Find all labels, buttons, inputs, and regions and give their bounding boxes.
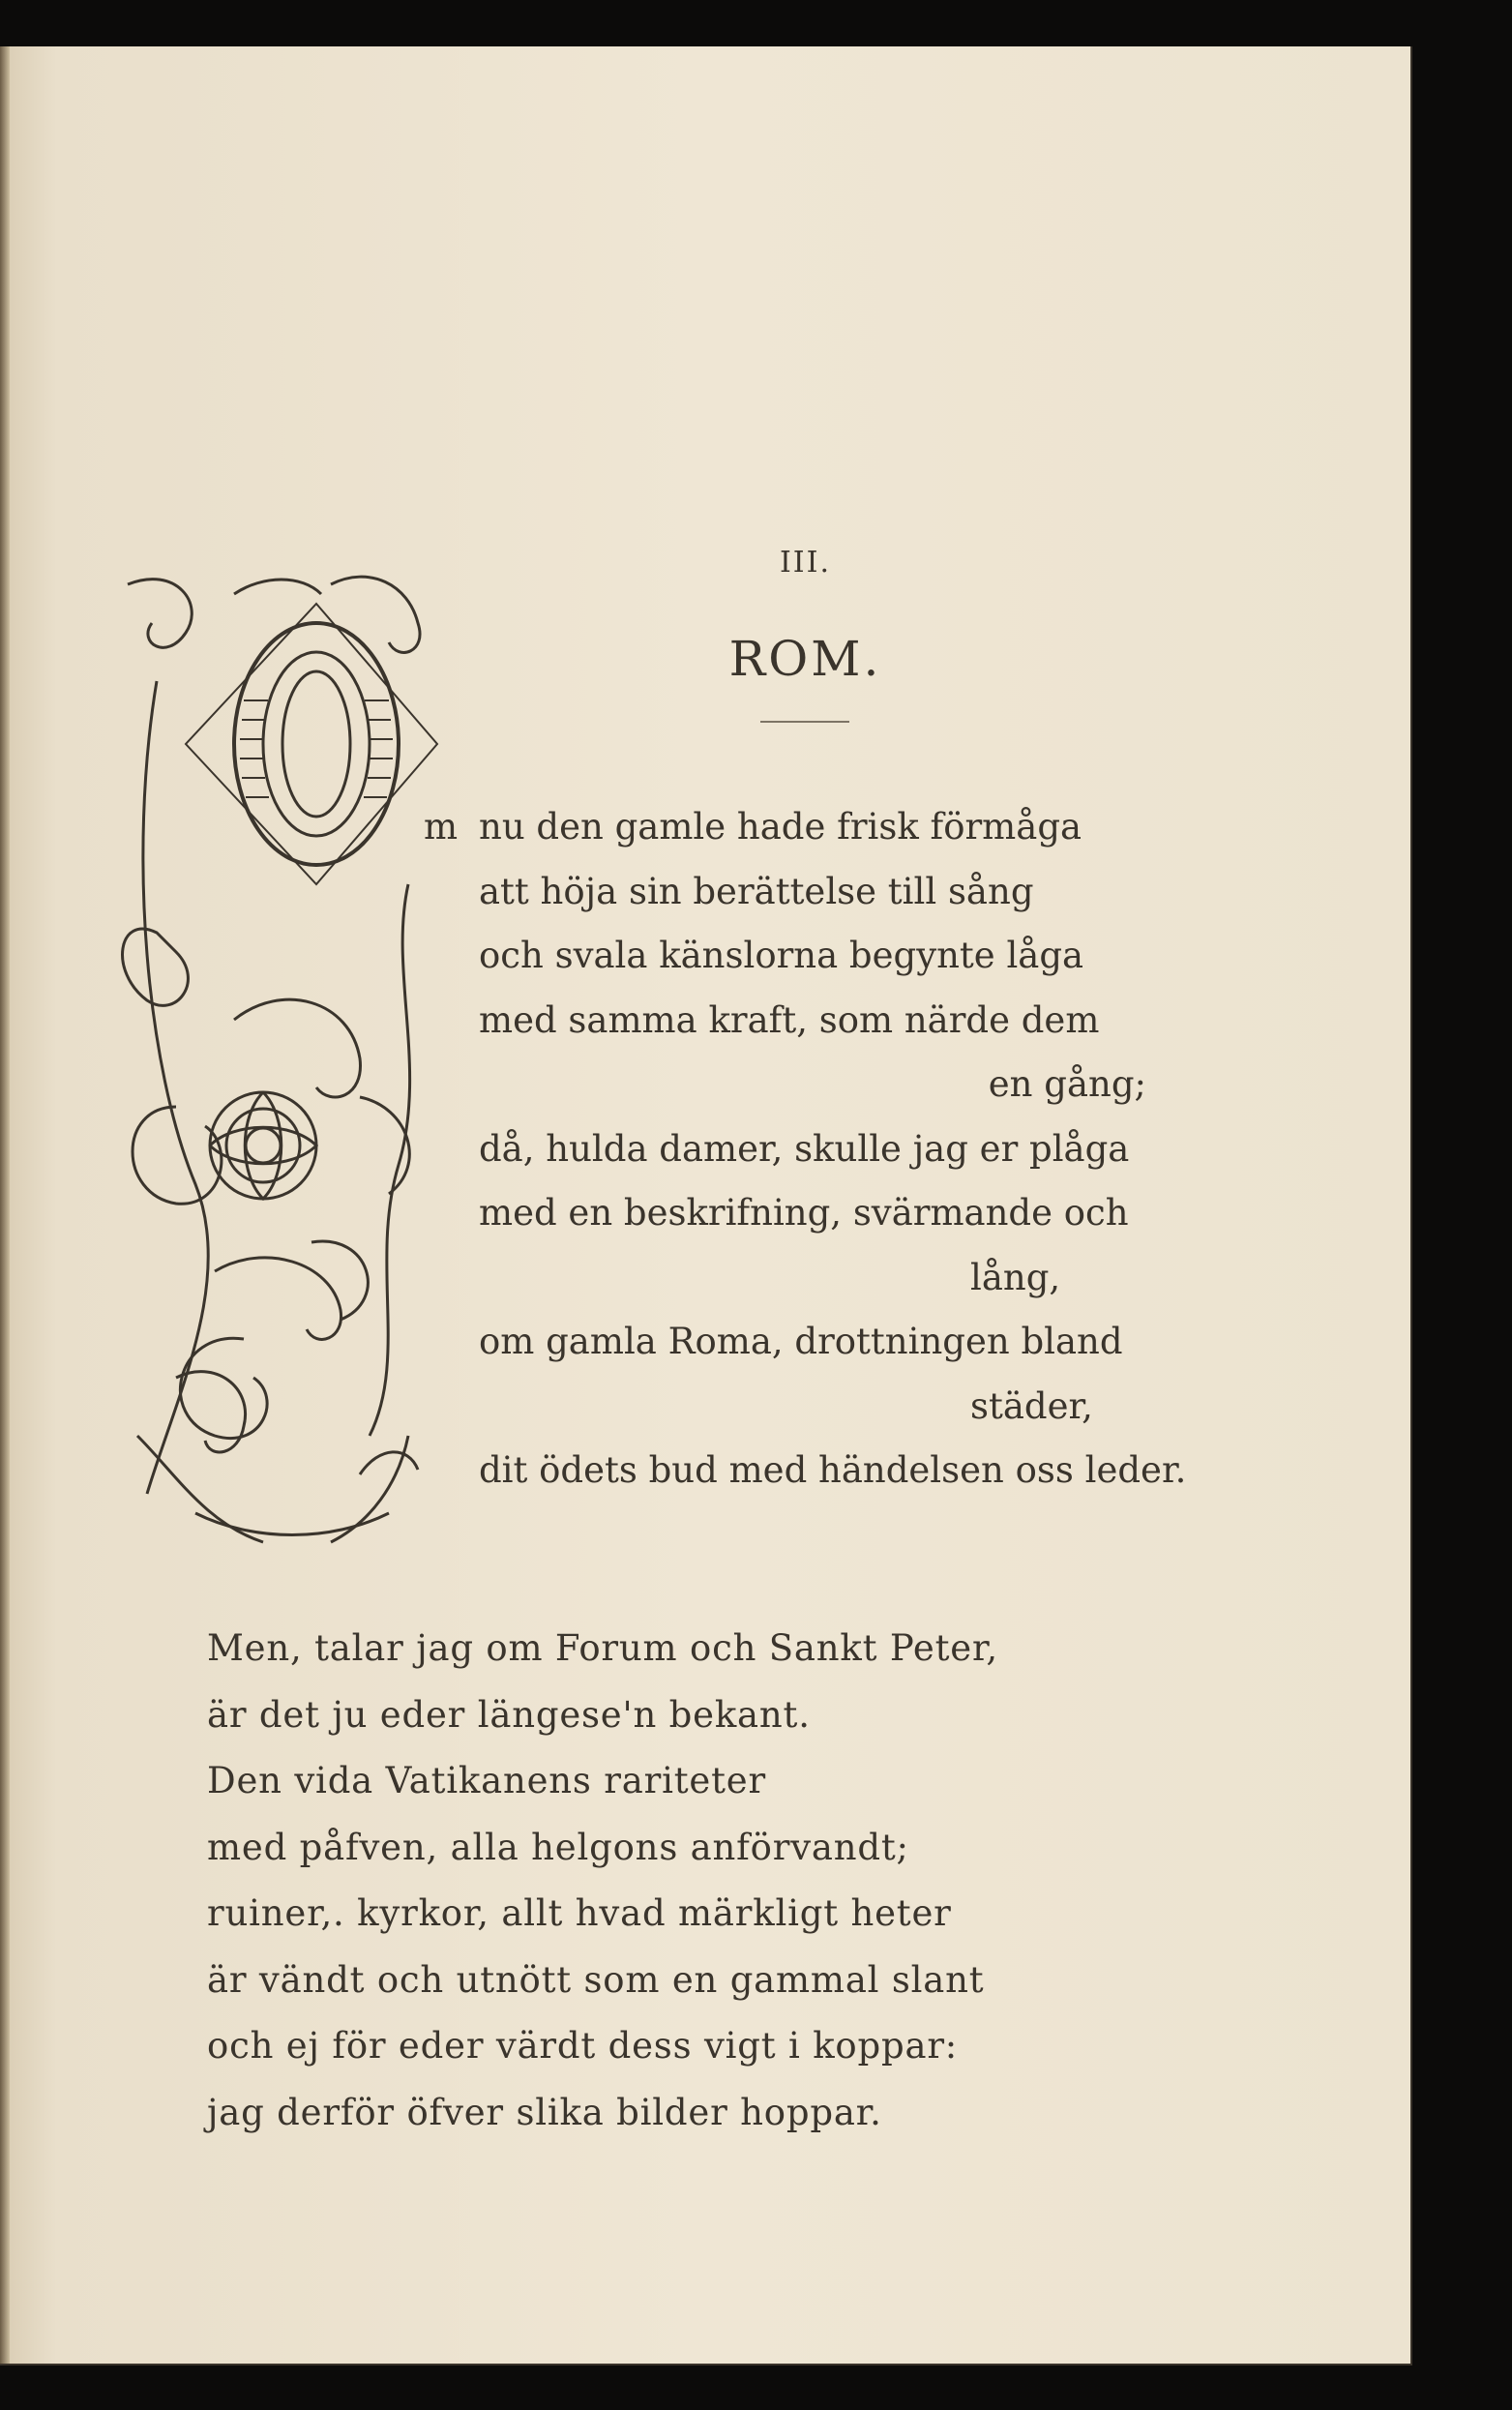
chapter-numeral: III.	[779, 546, 832, 580]
page-gutter-shadow	[0, 46, 10, 2364]
book-page	[0, 46, 1412, 2365]
verse-line: att höja sin berättelse till sång	[479, 870, 1034, 912]
verse-line: då, hulda damer, skulle jag er plåga	[479, 1127, 1130, 1170]
verse-line: och svala känslorna begynte låga	[479, 935, 1084, 976]
verse-line: Den vida Vatikanens rariteter	[207, 1760, 766, 1801]
ornamental-initial-o-icon	[118, 565, 447, 1562]
chapter-title: ROM.	[728, 631, 882, 687]
verse-line: är vändt och utnött som en gammal slant	[207, 1958, 985, 2001]
verse-line: dit ödets bud med händelsen oss leder.	[479, 1449, 1187, 1491]
verse-line: nu den gamle hade frisk förmåga	[479, 806, 1082, 848]
verse-line: är det ju eder längese'n bekant.	[207, 1693, 811, 1736]
verse-line-continuation: städer,	[970, 1384, 1093, 1427]
verse-line-continuation: en gång;	[988, 1063, 1146, 1105]
title-divider	[760, 721, 849, 723]
stanza-two	[207, 1616, 1078, 2146]
stanza-one-initial-word: m	[424, 806, 459, 848]
verse-line: Men, talar jag om Forum och Sankt Peter,	[207, 1627, 998, 1669]
verse-line: med en beskrifning, svärmande och	[479, 1192, 1129, 1234]
stanza-one	[479, 795, 1187, 1503]
verse-line-continuation: lång,	[970, 1256, 1061, 1298]
verse-line: jag derför öfver slika bilder hoppar.	[207, 2091, 882, 2133]
verse-line: om gamla Roma, drottningen bland	[479, 1321, 1123, 1362]
verse-line: ruiner,. kyrkor, allt hvad märkligt heter	[207, 1892, 952, 1934]
verse-line: och ej för eder värdt dess vigt i koppar:	[207, 2025, 959, 2067]
verse-line: med påfven, alla helgons anförvandt;	[207, 1826, 909, 1868]
verse-line: med samma kraft, som närde dem	[479, 998, 1100, 1041]
